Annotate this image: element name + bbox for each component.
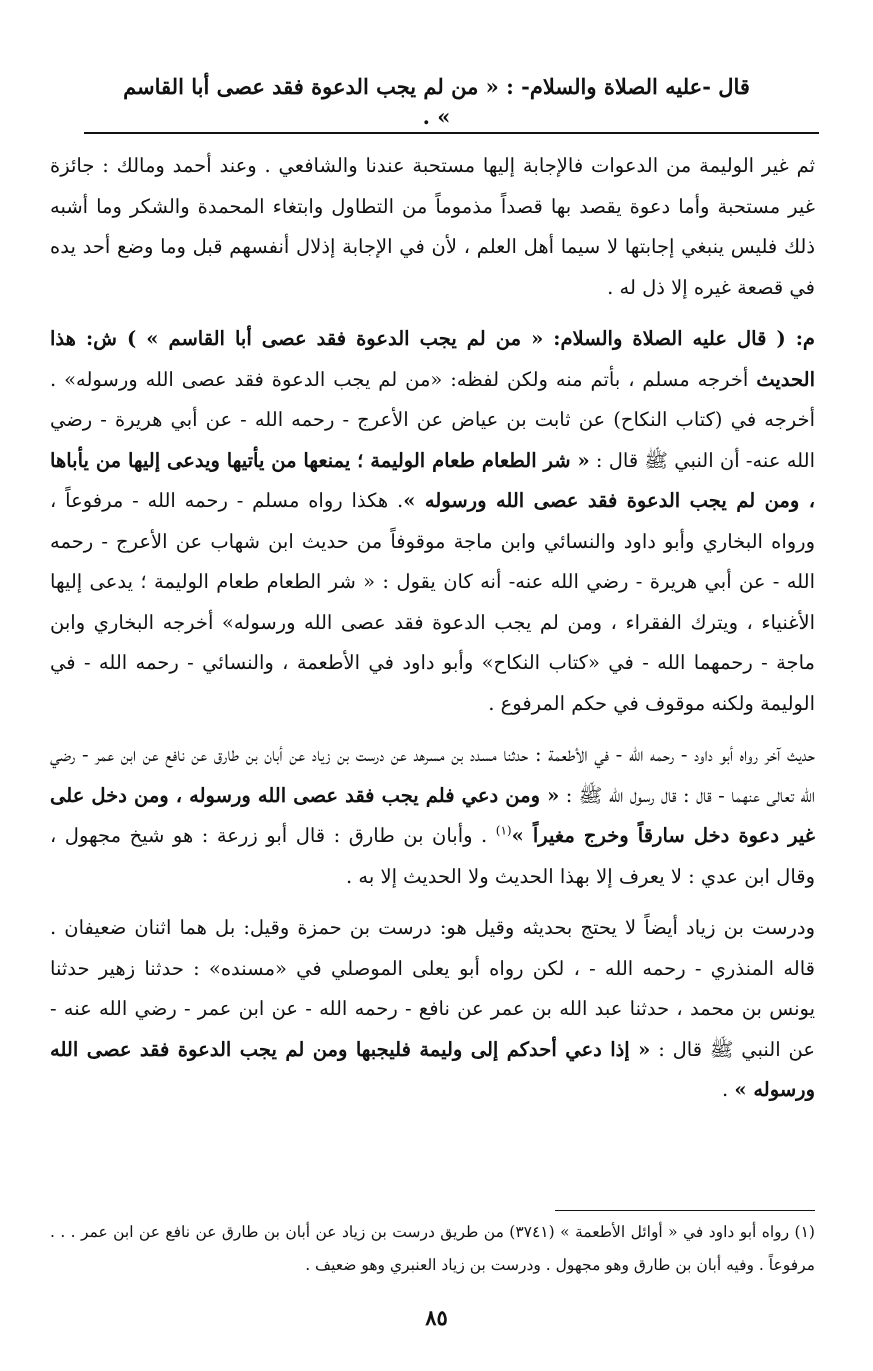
footnote-rule <box>555 1210 815 1211</box>
paragraph <box>50 735 815 897</box>
text-segment: . وأبان بن طارق : قال أبو زرعة : هو شيخ مجهول ، وقال ابن عدي : لا يعرف إلا بهذا الحديث ولا الحديث إلا به . <box>50 824 815 888</box>
header-rule <box>84 132 819 134</box>
paragraph <box>50 319 815 724</box>
text-segment: ودرست بن زياد أيضاً لا يحتج بحديثه وقيل هو: درست بن حمزة وقيل: بل هما اثنان ضعيفان . قاله المنذري - رحمه الله - ، لكن رواه أبو يعلى الموصلي في «مسنده» : حدثنا زهير حدثنا يونس بن محمد ، حدثنا عبد الله بن عمر عن نافع - رحمه الله - عن ابن عمر - رضي الله عنه - عن النبي ﷺ قال : <box>50 916 815 1061</box>
footnote-marker: (١) <box>495 823 512 838</box>
page-header: قال -عليه الصلاة والسلام- : « من لم يجب الدعوة فقد عصى أبا القاسم » . <box>123 74 750 129</box>
text-segment: حديث آخر رواه أبو داود - رحمه الله - في الأطعمة : حدثنا مسدد بن مسرهد عن درست بن زياد عن أبان بن طارق عن نافع عن ابن عمر - رضي الله تعالى عنهما - قال : قال رسول الله ﷺ : <box>50 743 815 807</box>
text-segment: . <box>721 1078 735 1101</box>
paragraph <box>50 908 815 1111</box>
footnote: (١) رواه أبو داود في « أوائل الأطعمة » (٣٧٤١) من طريق درست بن زياد عن أبان بن طارق عن نافع عن ابن عمر . . . مرفوعاً . وفيه أبان بن طارق وهو مجهول . ودرست بن زياد العنبري وهو ضعيف . <box>50 1223 815 1274</box>
quoted-text: م: ( قال عليه الصلاة والسلام: « من لم يجب الدعوة فقد عصى أبا القاسم » ) ش: هذا الحديث <box>50 327 815 391</box>
text-segment: ثم غير الوليمة من الدعوات فالإجابة إليها مستحبة عندنا والشافعي . وعند أحمد ومالك : جائزة غير مستحبة وأما دعوة يقصد بها قصداً مذموماً من التطاول وابتغاء المحمدة والشكر وما أشبه ذلك فليس ينبغي إجابتها لا سيما أهل العلم ، لأن في الإجابة إذلال أنفسهم قبل وما وضع أحد يده في قصعة غيره إلا ذل له . <box>50 154 815 299</box>
main-text <box>50 146 815 1122</box>
paragraph <box>50 146 815 308</box>
quoted-text: « شر الطعام طعام الوليمة ؛ يمنعها من يأتيها ويدعى إليها من يأباها ، ومن لم يجب الدعوة فقد عصى الله ورسوله » <box>50 448 815 512</box>
text-segment: . هكذا رواه مسلم - رحمه الله - مرفوعاً ، ورواه البخاري وأبو داود والنسائي وابن ماجة موقوفاً من حديث ابن شهاب عن الأعرج - رحمه الله - عن أبي هريرة - رضي الله عنه- أنه كان يقول : « شر الطعام طعام الوليمة ؛ يدعى إليها الأغنياء ، ويترك الفقراء ، ومن لم يجب الدعوة فقد عصى الله ورسوله» أخرجه البخاري وابن ماجة - رحمهما الله - في «كتاب النكاح» وأبو داود في الأطعمة ، والنسائي - رحمه الله - في الوليمة ولكنه موقوف في حكم المرفوع . <box>50 489 815 715</box>
page-number: ٨٥ <box>425 1305 448 1330</box>
quoted-text: « إذا دعي أحدكم إلى وليمة فليجبها ومن لم يجب الدعوة فقد عصى الله ورسوله » <box>50 1037 815 1101</box>
quoted-text: « ومن دعي فلم يجب فقد عصى الله ورسوله ، ومن دخل على غير دعوة دخل سارقاً وخرج مغيراً » <box>50 783 816 847</box>
text-segment: أخرجه مسلم ، بأتم منه ولكن لفظه: «من لم يجب الدعوة فقد عصى الله ورسوله» . أخرجه في (كتاب النكاح) عن ثابت بن عياض عن الأعرج - رحمه الله - عن أبي هريرة - رضي الله عنه- أن النبي ﷺ قال : <box>50 367 815 472</box>
